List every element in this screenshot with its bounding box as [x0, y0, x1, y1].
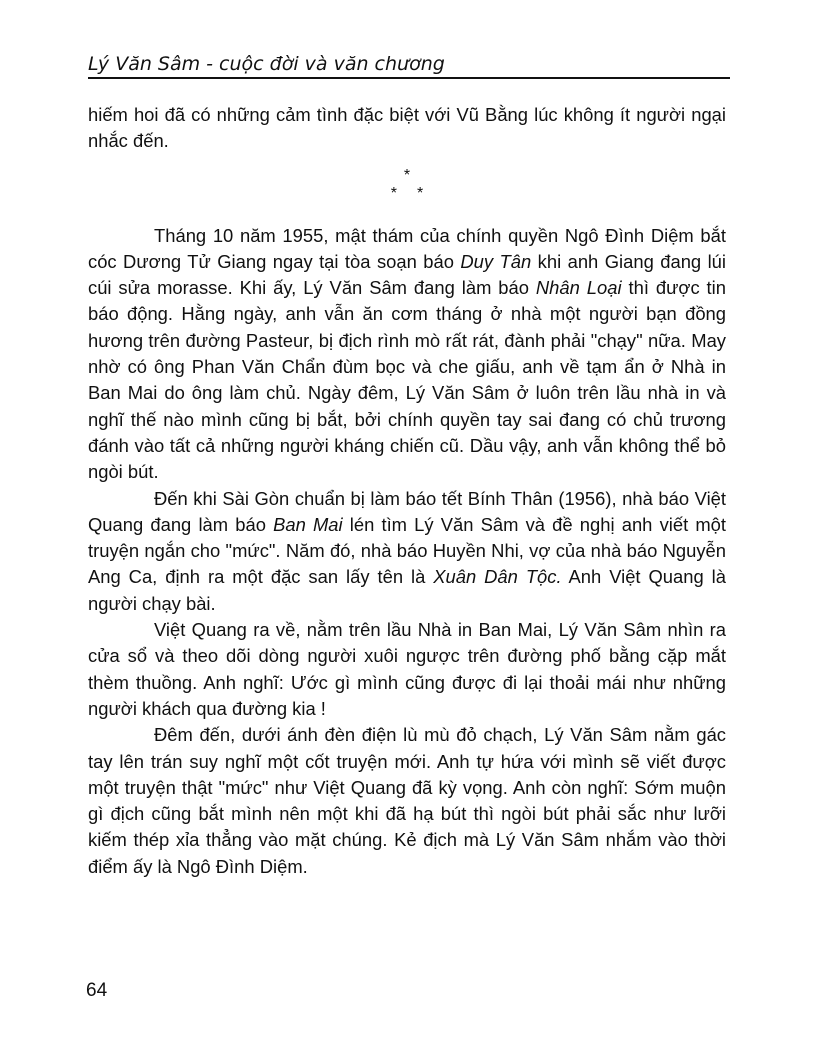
p2-title-xuan-dan-toc: Xuân Dân Tộc.	[433, 566, 562, 588]
body-text	[88, 102, 726, 880]
running-header-title: Lý Văn Sâm - cuộc đời và văn chương	[88, 52, 730, 79]
paragraph-4: Đêm đến, dưới ánh đèn điện lù mù đỏ chạch, Lý Văn Sâm nằm gác tay lên trán suy nghĩ một cốt truyện mới. Anh tự hứa với mình sẽ viết được một truyện thật "mức" như Việt Quang đã kỳ vọng. Anh còn nghĩ: Sớm muộn gì địch cũng bắt mình nên một khi đã hạ bút thì ngòi bút phải sắc như lưỡi kiếm thép xỉa thẳng vào mặt chúng. Kẻ địch mà Lý Văn Sâm nhắm vào thời điểm ấy là Ngô Đình Diệm.	[88, 724, 726, 877]
p2-text-c: lén tìm Lý Văn Sâm và đề nghị anh viết một truyện ngắn cho "mức". Năm đó, nhà báo Huyền Nhi, vợ của nhà báo Nguyễn Ang Ca, định ra một đặc san lấy tên là	[88, 513, 726, 588]
p1-text-c: khi anh Giang đang lúi cúi sửa morasse. Khi ấy, Lý Văn Sâm đang làm báo	[88, 250, 726, 299]
paragraph-1	[88, 223, 726, 486]
paragraph-3: Việt Quang ra về, nằm trên lầu Nhà in Ban Mai, Lý Văn Sâm nhìn ra cửa sổ và theo dõi dòng người xuôi ngược trên đường phố bằng cặp mắt thèm thuồng. Anh nghĩ: Ước gì mình cũng được đi lại thoải mái như những người khách qua đường kia !	[88, 619, 726, 719]
section-break-ornament	[88, 167, 726, 203]
p1-text-e: thì được tin báo động. Hằng ngày, anh vẫn ăn cơm tháng ở nhà một người bạn đồng hương trên đường Pasteur, bị địch rình mò rất rát, đành phải "chạy" nữa. May nhờ có ông Phan Văn Chẩn đùm bọc và che giấu, anh về tạm ẩn ở Nhà in Ban Mai do ông làm chủ. Ngày đêm, Lý Văn Sâm ở luôn trên lầu nhà in và nghĩ thế nào mình cũng bị bắt, bởi chính quyền tay sai đang có chủ trương đánh vào tất cả những người kháng chiến cũ. Dầu vậy, anh vẫn không thể bỏ ngòi bút.	[88, 277, 726, 483]
continuation-paragraph: hiếm hoi đã có những cảm tình đặc biệt với Vũ Bằng lúc không ít người ngại nhắc đến.	[88, 104, 726, 152]
paragraph-2	[88, 486, 726, 617]
p2-title-ban-mai: Ban Mai	[273, 513, 343, 535]
ornament-asterisk-right: *	[417, 184, 424, 202]
p1-title-nhan-loai: Nhân Loại	[535, 277, 622, 299]
ornament-asterisk-top: *	[403, 166, 411, 184]
p1-text-a: Tháng 10 năm 1955, mật thám của chính quyền Ngô Đình Diệm bắt cóc Dương Tử Giang ngay tại tòa soạn báo	[88, 224, 726, 272]
page-number: 64	[86, 980, 108, 1001]
ornament-asterisk-left: *	[390, 184, 397, 202]
p1-title-duy-tan: Duy Tân	[460, 250, 532, 272]
p2-text-e: Anh Việt Quang là người chạy bài.	[88, 566, 726, 614]
p2-text-a: Đến khi Sài Gòn chuẩn bị làm báo tết Bính Thân (1956), nhà báo Việt Quang đang làm báo	[88, 487, 726, 535]
